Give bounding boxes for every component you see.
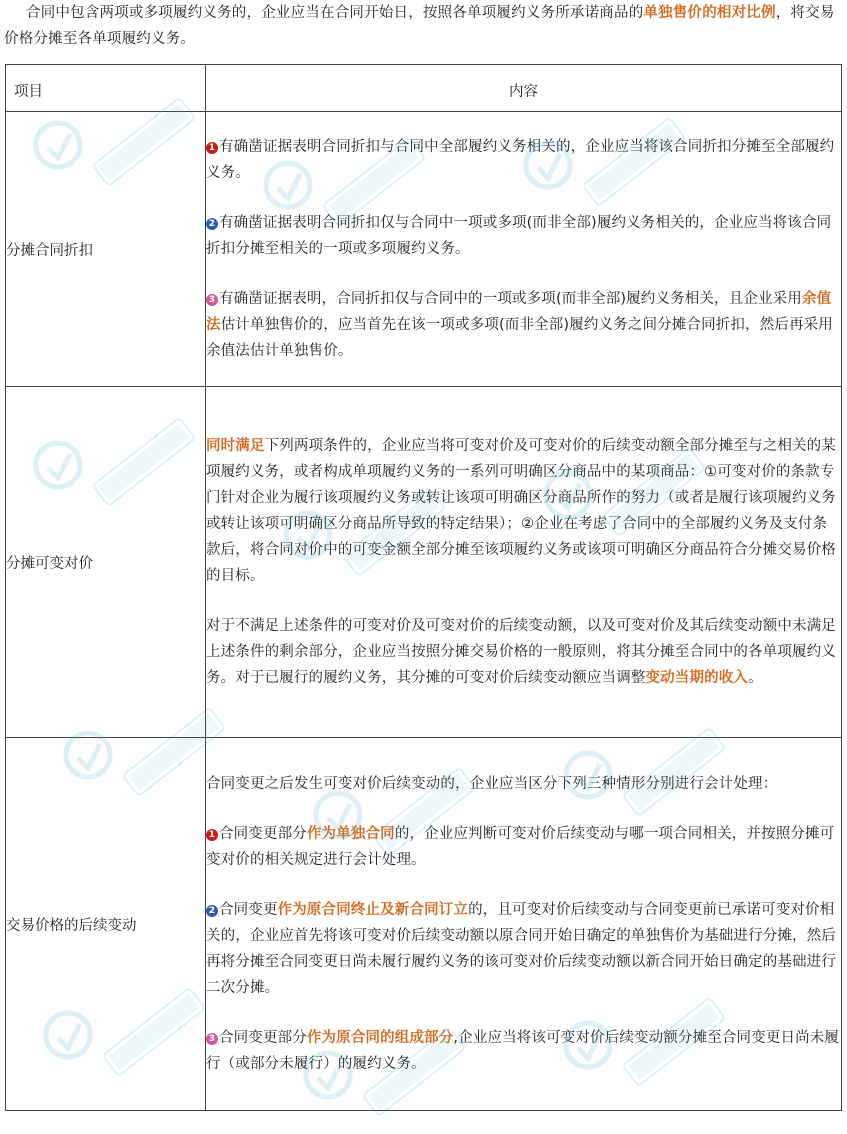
residual-method-highlight: 余值法	[206, 291, 832, 333]
both-conditions-highlight: 同时满足	[206, 438, 265, 454]
number-two-icon: 2	[206, 905, 218, 917]
intro-paragraph	[4, 0, 842, 52]
number-three-icon: 3	[206, 1033, 218, 1045]
discount-case-3-text-a: 有确凿证据表明，合同折扣仅与合同中的一项或多项(而非全部)履约义务相关，且企业采用	[219, 291, 802, 307]
discount-case-2	[206, 210, 841, 262]
change-case-3	[206, 1025, 841, 1077]
table-row-contract-discount	[6, 112, 842, 387]
change-case-2-text-a: 合同变更	[219, 902, 278, 918]
changes-intro: 合同变更之后发生可变对价后续变动的，企业应当区分下列三种情形分别进行会计处理：	[206, 776, 778, 792]
variable-remainder	[206, 613, 841, 691]
current-period-revenue-highlight: 变动当期的收入	[645, 670, 749, 686]
change-case-1	[206, 821, 841, 873]
change-case-1-text-a: 合同变更部分	[219, 826, 307, 842]
intro-text-before: 合同中包含两项或多项履约义务的，企业应当在合同开始日，按照各单项履约义务所承诺商品的	[26, 5, 644, 21]
change-case-3-text-a: 合同变更部分	[219, 1030, 307, 1046]
discount-case-3-text-b: 估计单独售价的，应当首先在该一项或多项(而非全部)履约义务之间分摊合同折扣，然后再采用余值法估计单独售价。	[206, 317, 833, 359]
change-case-3-text-b: ,企业应当将该可变对价后续变动额分摊至合同变更日尚未履行（或部分未履行）的履约义务。	[206, 1030, 840, 1072]
variable-remainder-text-a: 对于不满足上述条件的可变对价及可变对价的后续变动额，以及可变对价及其后续变动额中未满足上述条件的剩余部分，企业应当按照分摊交易价格的一般原则，将其分摊至合同中的各单项履约义务。对于已履行的履约义务，其分摊的可变对价后续变动额应当调整	[206, 618, 836, 686]
variable-conditions	[206, 433, 841, 589]
header-content: 内容	[206, 65, 842, 112]
change-case-2-text-b: 的，且可变对价后续变动与合同变更前已承诺可变对价相关的，企业应首先将该可变对价后续变动额以原合同开始日确定的单独售价为基础进行分摊，然后再将分摊至合同变更日尚未履行履约义务的该可变对价后续变动额以新合同开始日确定的基础进行二次分摊。	[206, 902, 836, 996]
variable-remainder-text-b: 。	[748, 670, 763, 686]
allocation-table	[5, 64, 842, 1111]
table-header-row	[6, 65, 842, 112]
separate-contract-highlight: 作为单独合同	[306, 826, 395, 842]
original-contract-part-highlight: 作为原合同的组成部分	[306, 1030, 454, 1046]
table-row-variable-consideration	[6, 387, 842, 738]
row-label-variable-consideration: 分摊可变对价	[6, 387, 206, 738]
number-three-icon: 3	[206, 294, 218, 306]
row-content-variable-consideration	[206, 387, 842, 738]
intro-highlight: 单独售价的相对比例	[643, 5, 776, 21]
row-label-contract-discount: 分摊合同折扣	[6, 112, 206, 387]
row-content-contract-discount	[206, 112, 842, 387]
number-one-icon: 1	[206, 142, 218, 154]
number-two-icon: 2	[206, 218, 218, 230]
change-case-2	[206, 897, 841, 1001]
header-item: 项目	[6, 65, 206, 112]
change-case-1-text-b: 的，企业应判断可变对价后续变动与哪一项合同相关，并按照分摊可变对价的相关规定进行会计处理。	[206, 826, 835, 868]
variable-conditions-text: 下列两项条件的，企业应当将可变对价及可变对价的后续变动额全部分摊至与之相关的某项履约义务，或者构成单项履约义务的一系列可明确区分商品中的某项商品：①可变对价的条款专门针对企业为履行该项履约义务或转让该项可明确区分商品所作的努力（或者是履行该项履约义务或转让该项可明确区分商品所导致的特定结果）；②企业在考虑了合同中的全部履约义务及支付条款后，将合同对价中的可变金额全部分摊至该项履约义务或该项可明确区分商品符合分摊交易价格的目标。	[206, 438, 836, 584]
table-row-subsequent-changes	[6, 738, 842, 1111]
termination-new-contract-highlight: 作为原合同终止及新合同订立	[277, 902, 469, 918]
discount-case-2-text: 有确凿证据表明合同折扣仅与合同中一项或多项(而非全部)履约义务相关的，企业应当将该合同折扣分摊至相关的一项或多项履约义务。	[206, 215, 832, 257]
discount-case-1-text: 有确凿证据表明合同折扣与合同中全部履约义务相关的，企业应当将该合同折扣分摊至全部履约义务。	[206, 139, 835, 181]
discount-case-3	[206, 286, 841, 364]
row-label-subsequent-changes: 交易价格的后续变动	[6, 738, 206, 1111]
discount-case-1	[206, 134, 841, 186]
intro-text-after: ，将交易价格分摊至各单项履约义务。	[4, 5, 835, 47]
number-one-icon: 1	[206, 829, 218, 841]
row-content-subsequent-changes	[206, 738, 842, 1111]
